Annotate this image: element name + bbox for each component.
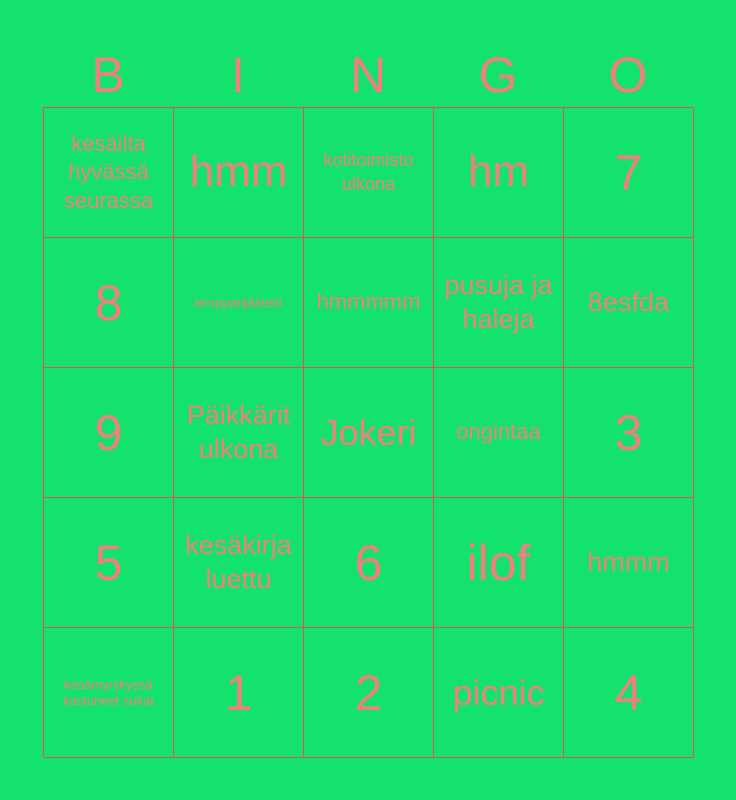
bingo-cell-r5-c3[interactable]: 2	[304, 628, 434, 758]
bingo-cell-r1-c4[interactable]: hm	[434, 108, 564, 238]
bingo-cell-r1-c2[interactable]: hmm	[174, 108, 304, 238]
bingo-cell-r1-c1[interactable]: kesäilta hyvässä seurassa	[44, 108, 174, 238]
header-letter-i: I	[231, 47, 245, 103]
header-letter-o: O	[608, 47, 648, 103]
bingo-cell-r1-c3[interactable]: kotitoimisto ulkona	[304, 108, 434, 238]
bingo-cell-r5-c5[interactable]: 4	[564, 628, 694, 758]
bingo-cell-r3-c3[interactable]: Jokeri	[304, 368, 434, 498]
bingo-grid	[43, 107, 693, 757]
header-letter-b: B	[91, 47, 125, 103]
bingo-cell-r4-c2[interactable]: kesäkirja luettu	[174, 498, 304, 628]
bingo-cell-r2-c1[interactable]: 8	[44, 238, 174, 368]
bingo-cell-r3-c4[interactable]: ongintaa	[434, 368, 564, 498]
bingo-header	[43, 44, 693, 106]
bingo-cell-r3-c2[interactable]: Päikkärit ulkona	[174, 368, 304, 498]
bingo-cell-r5-c2[interactable]: 1	[174, 628, 304, 758]
bingo-cell-r4-c1[interactable]: 5	[44, 498, 174, 628]
bingo-cell-r5-c4[interactable]: picnic	[434, 628, 564, 758]
bingo-cell-r3-c5[interactable]: 3	[564, 368, 694, 498]
bingo-cell-r5-c1[interactable]: kesämyrskyssä kastuneet sukat	[44, 628, 174, 758]
bingo-cell-r4-c4[interactable]: ilof	[434, 498, 564, 628]
bingo-cell-r2-c3[interactable]: hmmmmm	[304, 238, 434, 368]
header-letter-n: N	[349, 47, 387, 103]
bingo-cell-r3-c1[interactable]: 9	[44, 368, 174, 498]
bingo-cell-r1-c5[interactable]: 7	[564, 108, 694, 238]
header-letter-g: G	[478, 47, 518, 103]
bingo-cell-r2-c5[interactable]: 8esfda	[564, 238, 694, 368]
bingo-cell-r4-c3[interactable]: 6	[304, 498, 434, 628]
bingo-cell-r2-c4[interactable]: pusuja ja haleja	[434, 238, 564, 368]
bingo-cell-r2-c2[interactable]: lempparijäätelö	[174, 238, 304, 368]
bingo-cell-r4-c5[interactable]: hmmm	[564, 498, 694, 628]
